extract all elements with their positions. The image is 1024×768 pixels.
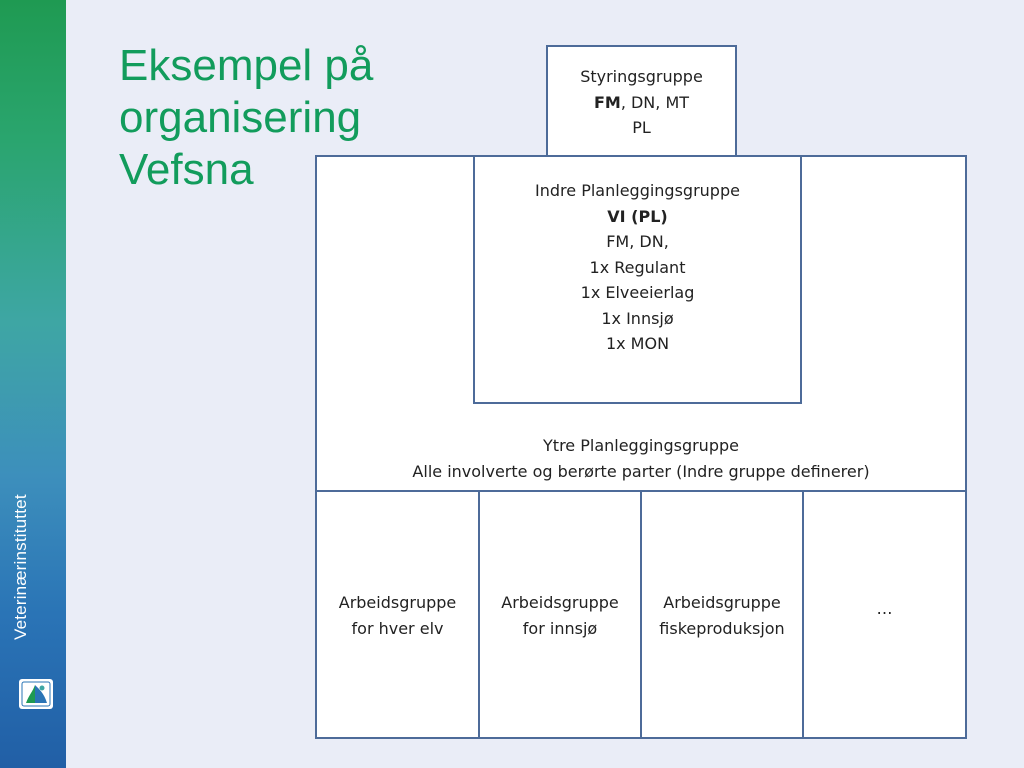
indre-member: 1x Regulant xyxy=(589,257,686,277)
arbeidsgruppe-box xyxy=(315,490,480,739)
title-line: organisering xyxy=(119,93,362,142)
styringsgruppe-others: , DN, MT xyxy=(620,92,690,112)
arbeidsgruppe-title: Arbeidsgruppe xyxy=(338,593,457,612)
arbeidsgruppe-title: Arbeidsgruppe xyxy=(663,593,781,612)
title-line: Eksempel på xyxy=(119,41,374,90)
styringsgruppe-pl: PL xyxy=(632,118,651,137)
styringsgruppe-box xyxy=(546,45,737,157)
styringsgruppe-title: Styringsgruppe xyxy=(580,67,703,86)
arbeidsgruppe-scope: for hver elv xyxy=(351,618,444,638)
arbeidsgruppe-more-box xyxy=(802,490,967,739)
styringsgruppe-lead: FM xyxy=(593,92,621,112)
ytre-label xyxy=(317,433,965,485)
ytre-description: Alle involverte og berørte parter (Indre gruppe definerer) xyxy=(412,462,870,481)
arbeidsgruppe-box xyxy=(640,490,804,739)
logo-graphic xyxy=(19,679,53,709)
indre-member: FM, DN, xyxy=(606,232,669,251)
indre-member: 1x Elveeierlag xyxy=(580,283,695,302)
indre-title: Indre Planleggingsgruppe xyxy=(535,181,740,200)
brand-name: Veterinærinstituttet xyxy=(11,494,30,640)
arbeidsgruppe-title: Arbeidsgruppe xyxy=(501,593,619,612)
ellipsis-text: … xyxy=(876,599,893,618)
indre-member: 1x MON xyxy=(605,334,670,353)
indre-lead: VI (PL) xyxy=(607,206,668,226)
indre-member: 1x Innsjø xyxy=(601,308,674,328)
brand-strip xyxy=(0,0,66,768)
logo-icon xyxy=(19,679,53,709)
styringsgruppe-members xyxy=(548,90,735,116)
indre-planleggingsgruppe-box xyxy=(473,155,802,404)
title-line: Vefsna xyxy=(119,145,254,194)
arbeidsgruppe-scope: fiskeproduksjon xyxy=(659,618,785,638)
ytre-title: Ytre Planleggingsgruppe xyxy=(543,436,739,455)
arbeidsgruppe-box xyxy=(478,490,642,739)
arbeidsgruppe-scope: for innsjø xyxy=(522,618,598,638)
